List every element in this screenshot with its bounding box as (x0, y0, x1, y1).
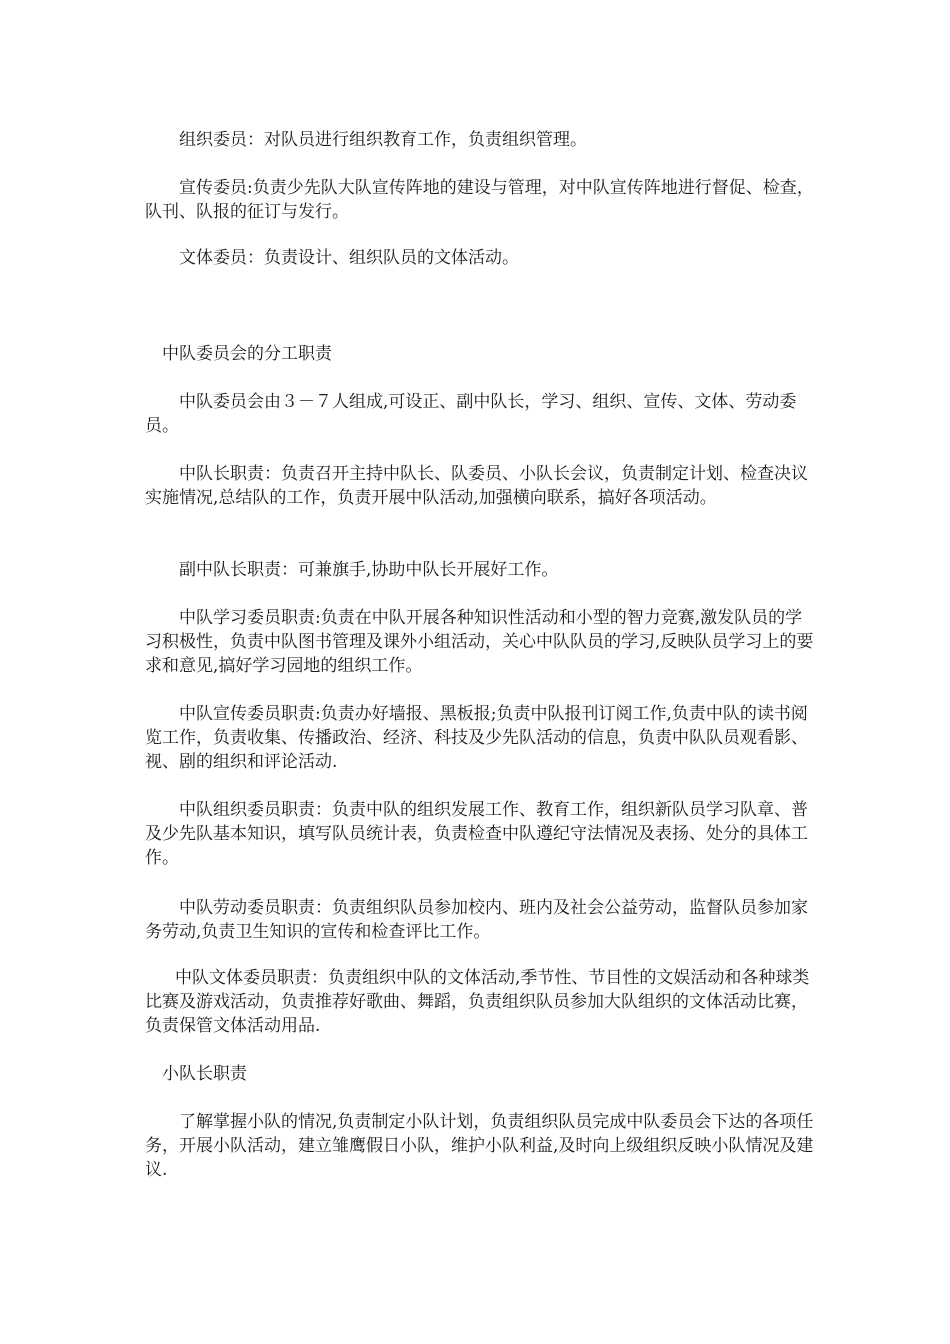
paragraph-vice-leader-duty: 副中队长职责：可兼旗手,协助中队长开展好工作。 (179, 560, 559, 580)
paragraph-team-leader-duty: 了解掌握小队的情况,负责制定小队计划，负责组织队员完成中队委员会下达的各项任务，开展小队活动，建立雏鹰假日小队，维护小队利益,及时向上级组织反映小队情况及建议. (145, 1112, 814, 1180)
paragraph-committee-composition: 中队委员会由３－７人组成,可设正、副中队长，学习、组织、宣传、文体、劳动委员。 (145, 392, 797, 436)
paragraph-organization-member-duty: 中队组织委员职责：负责中队的组织发展工作、教育工作，组织新队员学习队章、普及少先队基本知识，填写队员统计表，负责检查中队遵纪守法情况及表扬、处分的具体工作。 (145, 800, 808, 868)
section-heading-squadron-committee: 中队委员会的分工职责 (162, 344, 332, 364)
paragraph-publicity-member-duty: 中队宣传委员职责:负责办好墙报、黑板报;负责中队报刊订阅工作,负责中队的读书阅览工作，负责收集、传播政治、经济、科技及少先队活动的信息，负责中队队员观看影、视、剧的组织和评论活动. (145, 704, 808, 772)
paragraph-culture-member-duty: 中队文体委员职责：负责组织中队的文体活动,季节性、节目性的文娱活动和各种球类比赛及游戏活动，负责推荐好歌曲、舞蹈，负责组织队员参加大队组织的文体活动比赛，负责保管文体活动用品. (145, 968, 810, 1036)
section-heading-team-leader: 小队长职责 (162, 1064, 247, 1084)
paragraph-publicity-member: 宣传委员:负责少先队大队宣传阵地的建设与管理，对中队宣传阵地进行督促、检查，队刊、队报的征订与发行。 (145, 178, 814, 222)
paragraph-squadron-leader-duty: 中队长职责：负责召开主持中队长、队委员、小队长会议，负责制定计划、检查决议实施情况,总结队的工作，负责开展中队活动,加强横向联系，搞好各项活动。 (145, 464, 808, 508)
paragraph-organization-member: 组织委员：对队员进行组织教育工作，负责组织管理。 (179, 130, 587, 150)
paragraph-study-member-duty: 中队学习委员职责:负责在中队开展各种知识性活动和小型的智力竞赛,激发队员的学习积极性，负责中队图书管理及课外小组活动，关心中队队员的学习,反映队员学习上的要求和意见,搞好学习园地的组织工作。 (145, 608, 814, 676)
paragraph-culture-sports-member: 文体委员：负责设计、组织队员的文体活动。 (179, 248, 519, 268)
paragraph-labor-member-duty: 中队劳动委员职责：负责组织队员参加校内、班内及社会公益劳动，监督队员参加家务劳动,负责卫生知识的宣传和检查评比工作。 (145, 898, 808, 942)
